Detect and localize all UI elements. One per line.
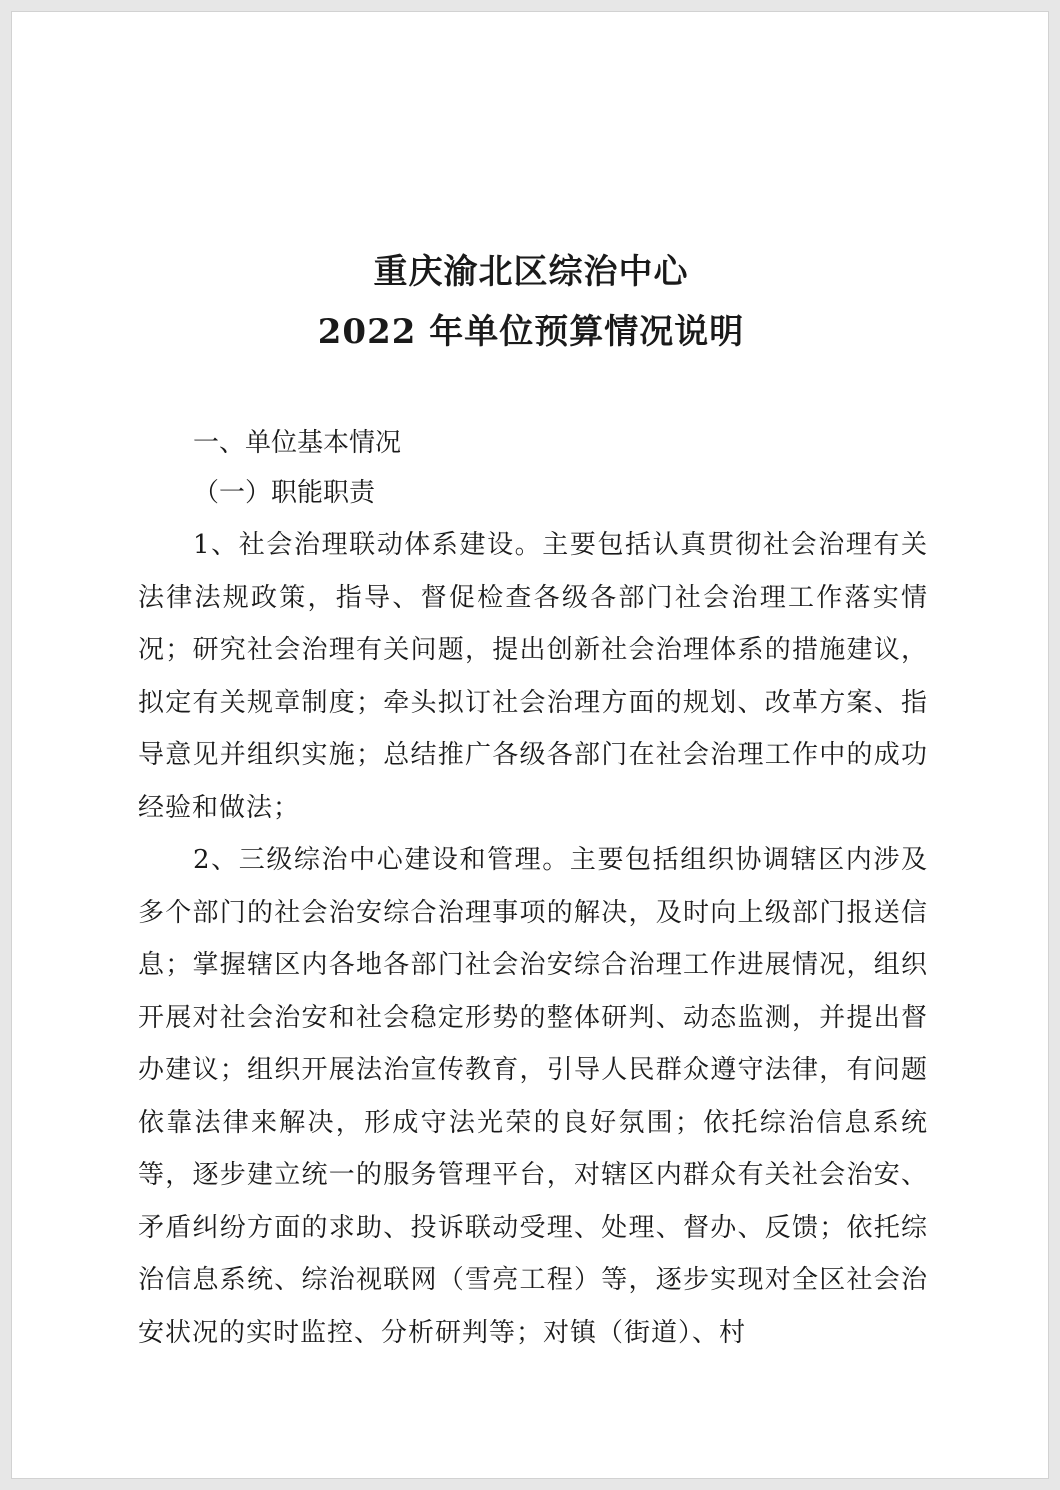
- paragraph-2: 2、三级综治中心建设和管理。主要包括组织协调辖区内涉及多个部门的社会治安综合治理事项的解决，及时向上级部门报送信息；掌握辖区内各地各部门社会治安综合治理工作进展情况，组织开展对社会治安和社会稳定形势的整体研判、动态监测，并提出督办建议；组织开展法治宣传教育，引导人民群众遵守法律，有问题依靠法律来解决，形成守法光荣的良好氛围；依托综治信息系统等，逐步建立统一的服务管理平台，对辖区内群众有关社会治安、矛盾纠纷方面的求助、投诉联动受理、处理、督办、反馈；依托综治信息系统、综治视联网（雪亮工程）等，逐步实现对全区社会治安状况的实时监控、分析研判等；对镇（街道）、村: [138, 845, 928, 1348]
- subsection-heading: （一）职能职责: [193, 478, 376, 508]
- section-heading: 一、单位基本情况: [193, 428, 402, 458]
- document-page: [11, 11, 1049, 1479]
- document-title-line2: 2022 年单位预算情况说明: [317, 312, 745, 352]
- paragraph-1: 1、社会治理联动体系建设。主要包括认真贯彻社会治理有关法律法规政策，指导、督促检查各级各部门社会治理工作落实情况；研究社会治理有关问题，提出创新社会治理体系的措施建议，拟定有关规章制度；牵头拟订社会治理方面的规划、改革方案、指导意见并组织实施；总结推广各级各部门在社会治理工作中的成功经验和做法；: [138, 530, 928, 823]
- document-title-line1: 重庆渝北区综治中心: [373, 252, 689, 292]
